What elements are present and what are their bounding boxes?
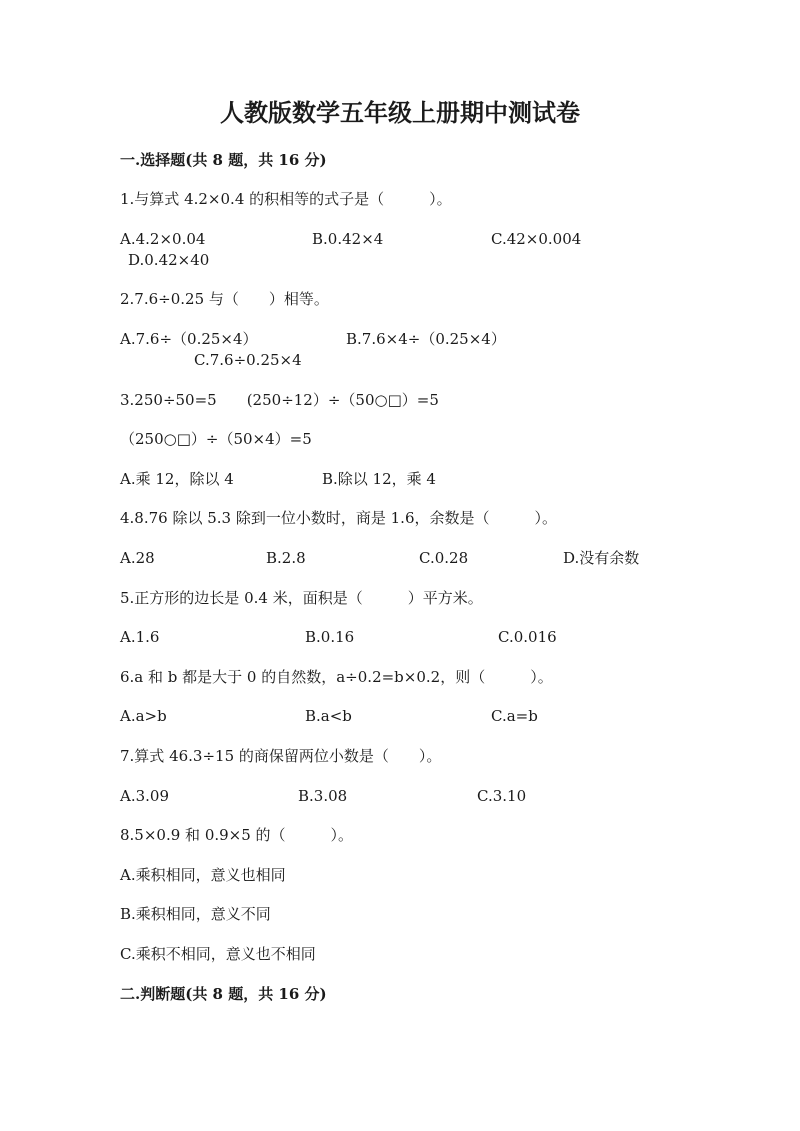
question-1-option-b: B.0.42×4 xyxy=(312,230,384,248)
question-7-option-a: A.3.09 xyxy=(120,787,169,805)
question-1-stem: 1.与算式 4.2×0.4 的积相等的式子是（ ）。 xyxy=(120,190,452,208)
question-1-option-c: C.42×0.004 xyxy=(491,230,582,248)
question-1-option-a: A.4.2×0.04 xyxy=(120,230,206,248)
question-1-option-d: D.0.42×40 xyxy=(128,251,210,269)
question-3-stem-line1: 3.250÷50=5 (250÷12）÷（50○□）=5 xyxy=(120,391,439,409)
question-4-option-c: C.0.28 xyxy=(419,549,469,567)
question-4-stem: 4.8.76 除以 5.3 除到一位小数时，商是 1.6，余数是（ ）。 xyxy=(120,509,557,527)
question-5-option-c: C.0.016 xyxy=(498,628,557,646)
question-6-option-c: C.a=b xyxy=(491,707,538,725)
question-8-option-a: A.乘积相同，意义也相同 xyxy=(120,866,286,884)
question-3-option-b: B.除以 12，乘 4 xyxy=(322,470,436,488)
question-2-option-c: C.7.6÷0.25×4 xyxy=(194,351,302,369)
question-4-option-b: B.2.8 xyxy=(266,549,306,567)
question-3-stem-line2: （250○□）÷（50×4）=5 xyxy=(120,430,312,448)
question-2-stem: 2.7.6÷0.25 与（ ）相等。 xyxy=(120,290,329,308)
question-7-option-c: C.3.10 xyxy=(477,787,527,805)
section-heading-true-false: 二.判断题(共 8 题，共 16 分) xyxy=(120,985,327,1003)
question-2-option-b: B.7.6×4÷（0.25×4） xyxy=(346,330,506,348)
question-2-option-a: A.7.6÷（0.25×4） xyxy=(120,330,258,348)
page-title: 人教版数学五年级上册期中测试卷 xyxy=(220,98,580,127)
question-7-stem: 7.算式 46.3÷15 的商保留两位小数是（ ）。 xyxy=(120,747,442,765)
question-6-option-a: A.a>b xyxy=(120,707,167,725)
question-5-stem: 5.正方形的边长是 0.4 米，面积是（ ）平方米。 xyxy=(120,589,483,607)
question-4-option-d: D.没有余数 xyxy=(563,549,640,567)
question-8-option-b: B.乘积相同，意义不同 xyxy=(120,905,271,923)
question-5-option-b: B.0.16 xyxy=(305,628,355,646)
question-8-stem: 8.5×0.9 和 0.9×5 的（ ）。 xyxy=(120,826,354,844)
question-4-option-a: A.28 xyxy=(120,549,155,567)
question-7-option-b: B.3.08 xyxy=(298,787,348,805)
question-5-option-a: A.1.6 xyxy=(120,628,160,646)
question-6-stem: 6.a 和 b 都是大于 0 的自然数，a÷0.2=b×0.2，则（ ）。 xyxy=(120,668,553,686)
question-6-option-b: B.a<b xyxy=(305,707,352,725)
question-8-option-c: C.乘积不相同，意义也不相同 xyxy=(120,945,316,963)
question-3-option-a: A.乘 12，除以 4 xyxy=(120,470,234,488)
section-heading-choice: 一.选择题(共 8 题，共 16 分) xyxy=(120,151,327,169)
